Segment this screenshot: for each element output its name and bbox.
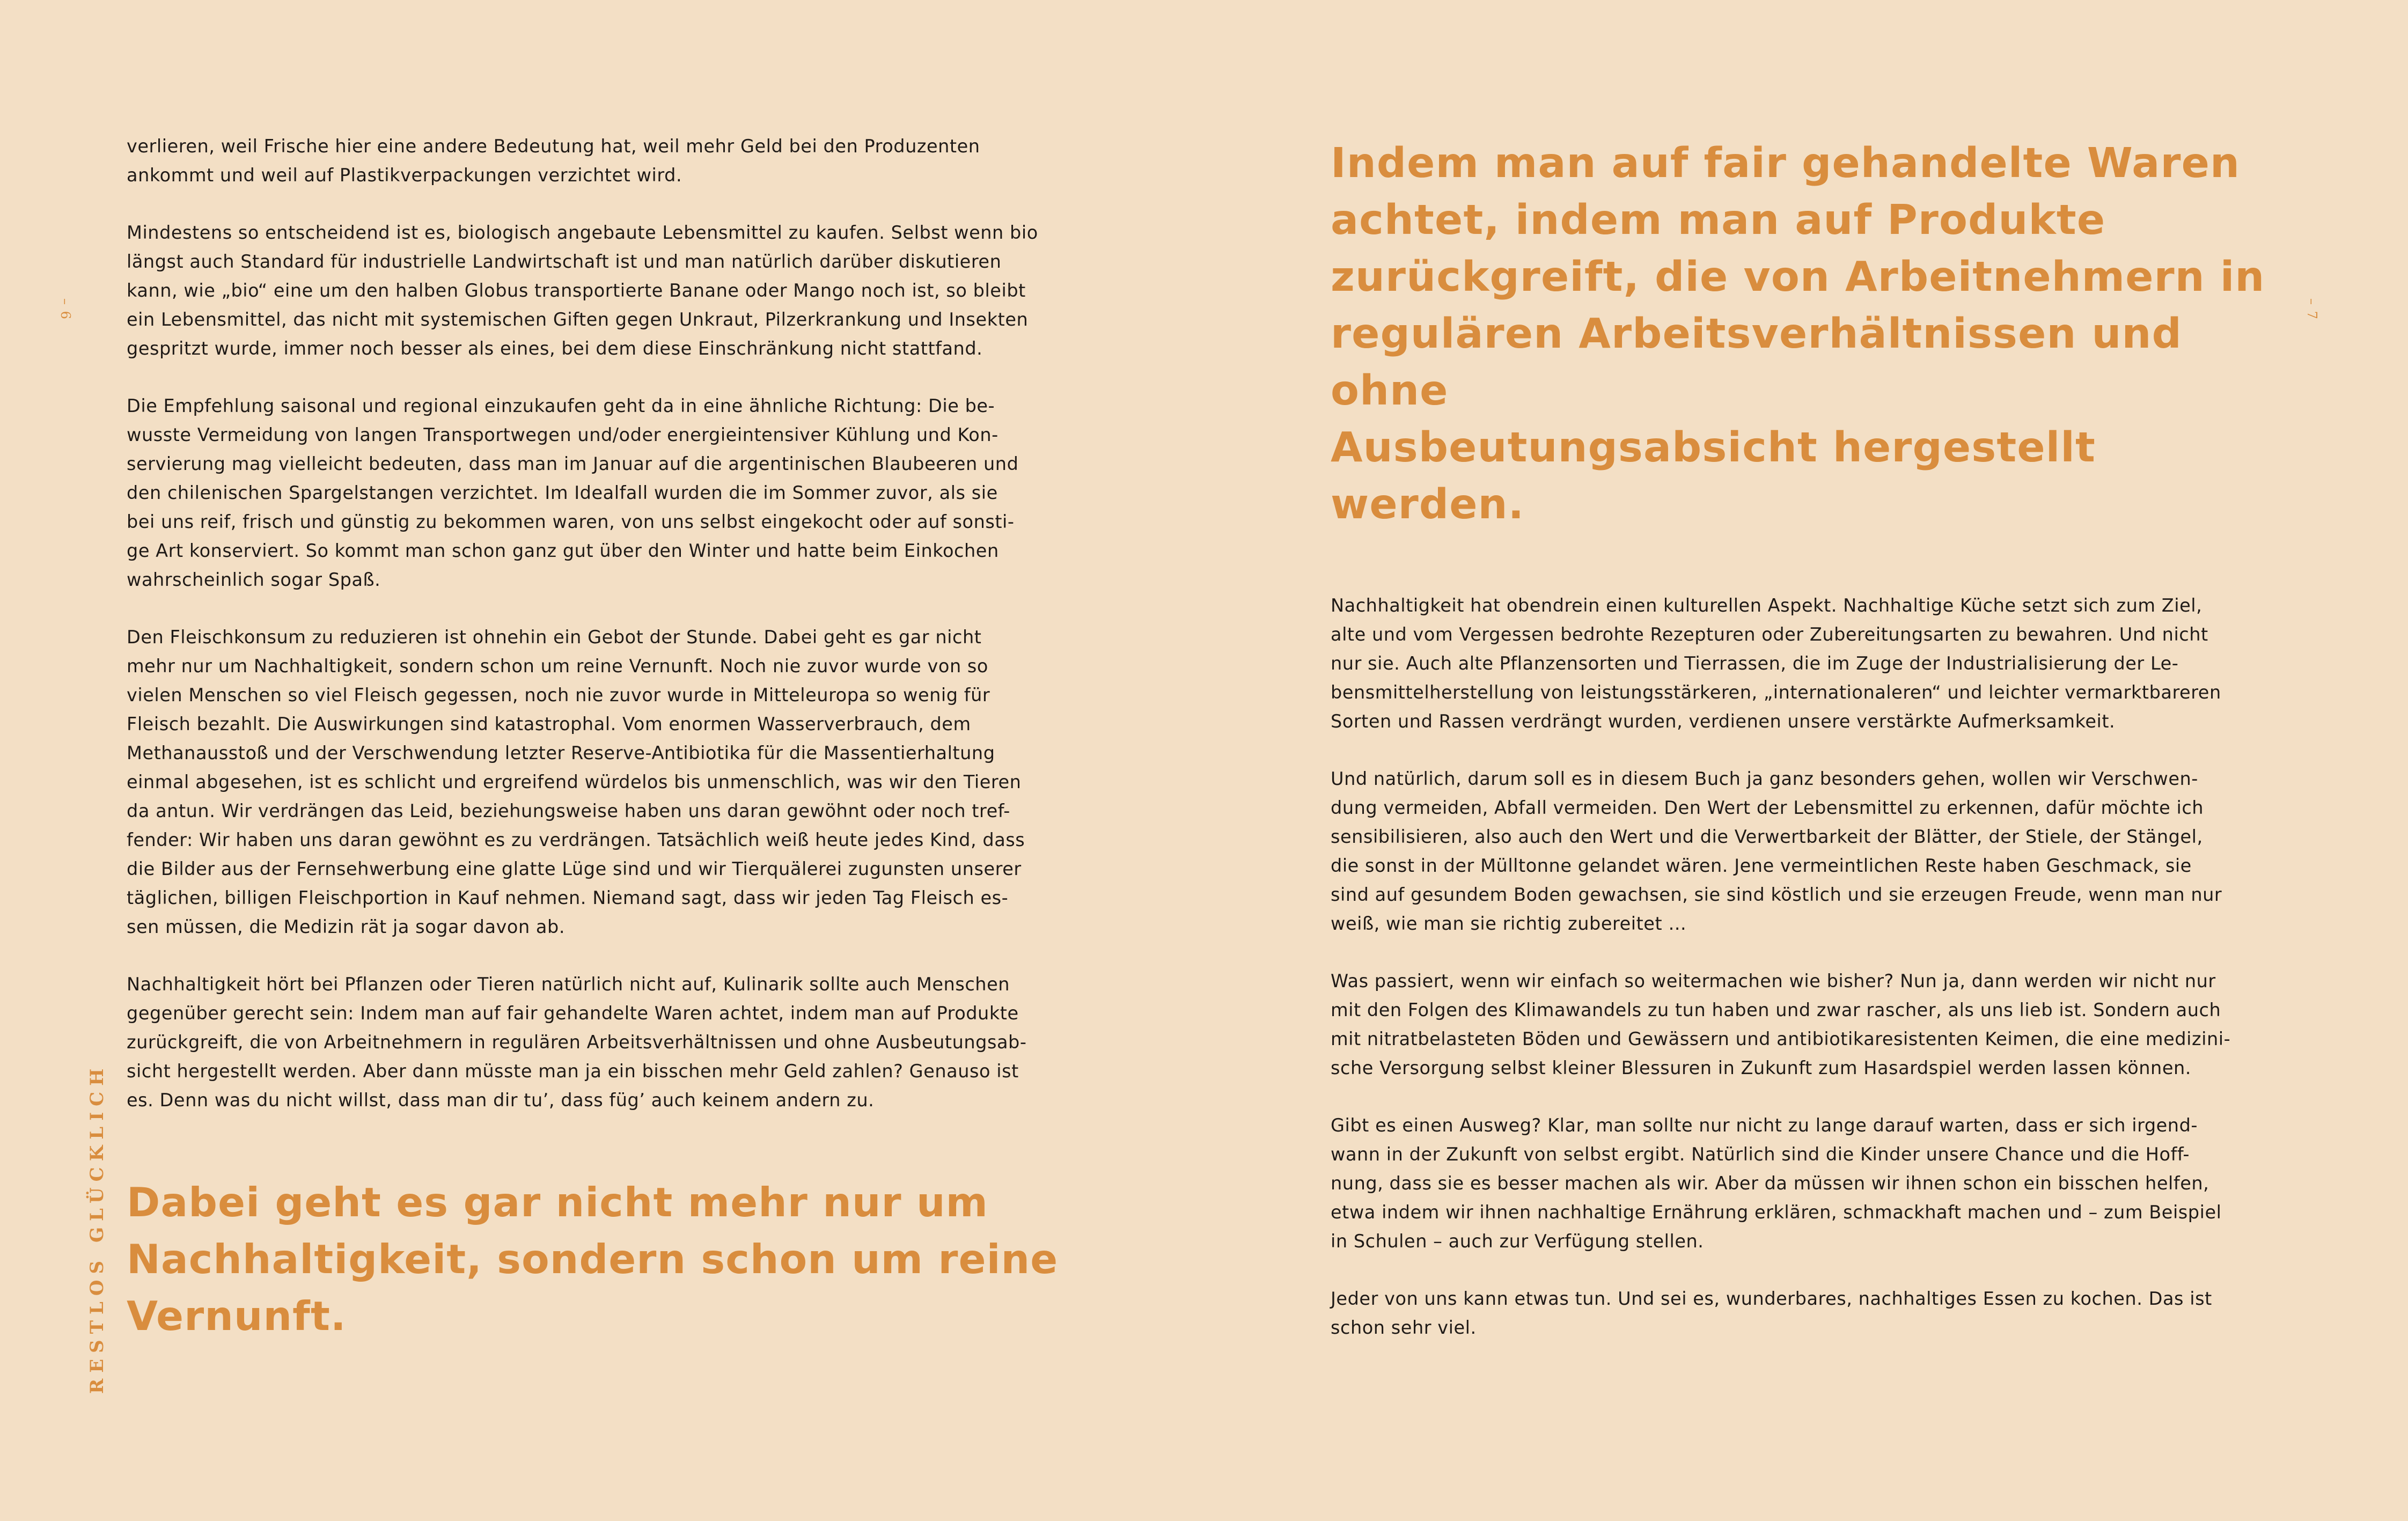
- left-text-column: [127, 132, 1079, 1143]
- right-page-number: – 7: [2304, 298, 2320, 320]
- right-text-column: [1331, 132, 2283, 1371]
- left-pull-quote: Dabei geht es gar nicht mehr nur um Nachhaltigkeit, sondern schon um reine Vernunft.: [127, 1179, 1059, 1340]
- right-page: [1204, 0, 2408, 1521]
- right-paragraph-2: Und natürlich, darum soll es in diesem Buch ja ganz besonders gehen, wollen wir Verschwen- dung vermeiden, Abfall vermeiden. Den Wert der Lebensmittel zu erkennen, dafür möchte ich sensibilisieren, also auch den Wert und die Verwertbarkeit der Blätter, der Stiele, der Stängel, die sonst in der Mülltonne gelandet wären. Jene vermeintlichen Reste haben Geschmack, sie sind auf gesundem Boden gewachsen, sie sind köstlich und sie erzeugen Freude, wenn man nur weiß, wie man sie richtig zubereitet …: [1331, 768, 2222, 934]
- left-paragraph-2: Mindestens so entscheidend ist es, biologisch angebaute Lebensmittel zu kaufen. Selbst wenn bio längst auch Standard für industrielle Landwirtschaft ist und man natürlich darüber diskutieren kann, wie „bio“ eine um den halben Globus transportierte Banane oder Mango noch ist, so bleibt ein Lebensmittel, das nicht mit systemischen Giften gegen Unkraut, Pilzerkrankung und Insekten gespritzt wurde, immer noch besser als eines, bei dem diese Einschränkung nicht stattfand.: [127, 222, 1038, 359]
- right-paragraph-3: Was passiert, wenn wir einfach so weitermachen wie bisher? Nun ja, dann werden wir nicht nur mit den Folgen des Klimawandels zu tun haben und zwar rascher, als uns lieb ist. Sondern auch mit nitratbelasteten Böden und Gewässern und antibiotikaresistenten Keimen, die eine medizini- sche Versorgung selbst kleiner Blessuren in Zukunft zum Hasardspiel werden lassen können.: [1331, 971, 2231, 1078]
- left-paragraph-3: Die Empfehlung saisonal und regional einzukaufen geht da in eine ähnliche Richtung: Die be- wusste Vermeidung von langen Transportwegen und/oder energieintensiver Kühlung und Kon- servierung mag vielleicht bedeuten, dass man im Januar auf die argentinischen Blaubeeren und den chilenischen Spargelstangen verzichtet. Im Idealfall wurden die im Sommer zuvor, als sie bei uns reif, frisch und günstig zu bekommen waren, von uns selbst eingekocht oder auf sonsti- ge Art konserviert. So kommt man schon ganz gut über den Winter und hatte beim Einkochen wahrscheinlich sogar Spaß.: [127, 395, 1019, 590]
- right-paragraph-4: Gibt es einen Ausweg? Klar, man sollte nur nicht zu lange darauf warten, dass er sich irgend- wann in der Zukunft von selbst ergibt. Natürlich sind die Kinder unsere Chance und die Hoff- nung, dass sie es besser machen als wir. Aber da müssen wir ihnen schon ein bisschen helfen, etwa indem wir ihnen nachhaltige Ernährung erklären, schmackhaft machen und – zum Beispiel in Schulen – auch zur Verfügung stellen.: [1331, 1115, 2222, 1252]
- left-paragraph-1: verlieren, weil Frische hier eine andere Bedeutung hat, weil mehr Geld bei den Produzenten ankommt und weil auf Plastikverpackungen verzichtet wird.: [127, 136, 980, 186]
- right-pull-quote: Indem man auf fair gehandelte Waren achtet, indem man auf Produkte zurückgreift, die von Arbeitnehmern in regulären Arbeitsverhältnissen und ohne Ausbeutungsabsicht hergestellt werden.: [1331, 139, 2265, 528]
- left-paragraph-4: Den Fleischkonsum zu reduzieren ist ohnehin ein Gebot der Stunde. Dabei geht es gar nicht mehr nur um Nachhaltigkeit, sondern schon um reine Vernunft. Noch nie zuvor wurde von so vielen Menschen so viel Fleisch gegessen, noch nie zuvor wurde in Mitteleuropa so wenig für Fleisch bezahlt. Die Auswirkungen sind katastrophal. Vom enormen Wasserverbrauch, dem Methanausstoß und der Verschwendung letzter Reserve-Antibiotika für die Massentierhaltung einmal abgesehen, ist es schlicht und ergreifend würdelos bis unmenschlich, was wir den Tieren da antun. Wir verdrängen das Leid, beziehungsweise haben uns daran gewöhnt oder noch tref- fender: Wir haben uns daran gewöhnt es zu verdrängen. Tatsächlich weiß heute jedes Kind, dass die Bilder aus der Fernsehwerbung eine glatte Lüge sind und wir Tierquälerei zugunsten unserer täglichen, billigen Fleischportion in Kauf nehmen. Niemand sagt, dass wir jeden Tag Fleisch es- sen müssen, die Medizin rät ja sogar davon ab.: [127, 627, 1025, 937]
- right-paragraph-5: Jeder von uns kann etwas tun. Und sei es, wunderbares, nachhaltiges Essen zu kochen. Das ist schon sehr viel.: [1331, 1288, 2212, 1338]
- right-paragraph-1: Nachhaltigkeit hat obendrein einen kulturellen Aspekt. Nachhaltige Küche setzt sich zum Ziel, alte und vom Vergessen bedrohte Rezepturen oder Zubereitungsarten zu bewahren. Und nicht nur sie. Auch alte Pflanzensorten und Tierrassen, die im Zuge der Industrialisierung der Le- bensmittelherstellung von leistungsstärkeren, „internationaleren“ und leichter vermarktbareren Sorten und Rassen verdrängt wurden, verdienen unsere verstärkte Aufmerksamkeit.: [1331, 595, 2221, 732]
- left-paragraph-5: Nachhaltigkeit hört bei Pflanzen oder Tieren natürlich nicht auf, Kulinarik sollte auch Menschen gegenüber gerecht sein: Indem man auf fair gehandelte Waren achtet, indem man auf Produkte zurückgreift, die von Arbeitnehmern in regulären Arbeitsverhältnissen und ohne Ausbeutungsab- sicht hergestellt werden. Aber dann müsste man ja ein bisschen mehr Geld zahlen? Genauso ist es. Denn was du nicht willst, dass man dir tu’, dass füg’ auch keinem andern zu.: [127, 974, 1027, 1111]
- left-page-number: – 6: [58, 298, 73, 320]
- book-title-vertical: RESTLOS GLÜCKLICH: [86, 1062, 108, 1394]
